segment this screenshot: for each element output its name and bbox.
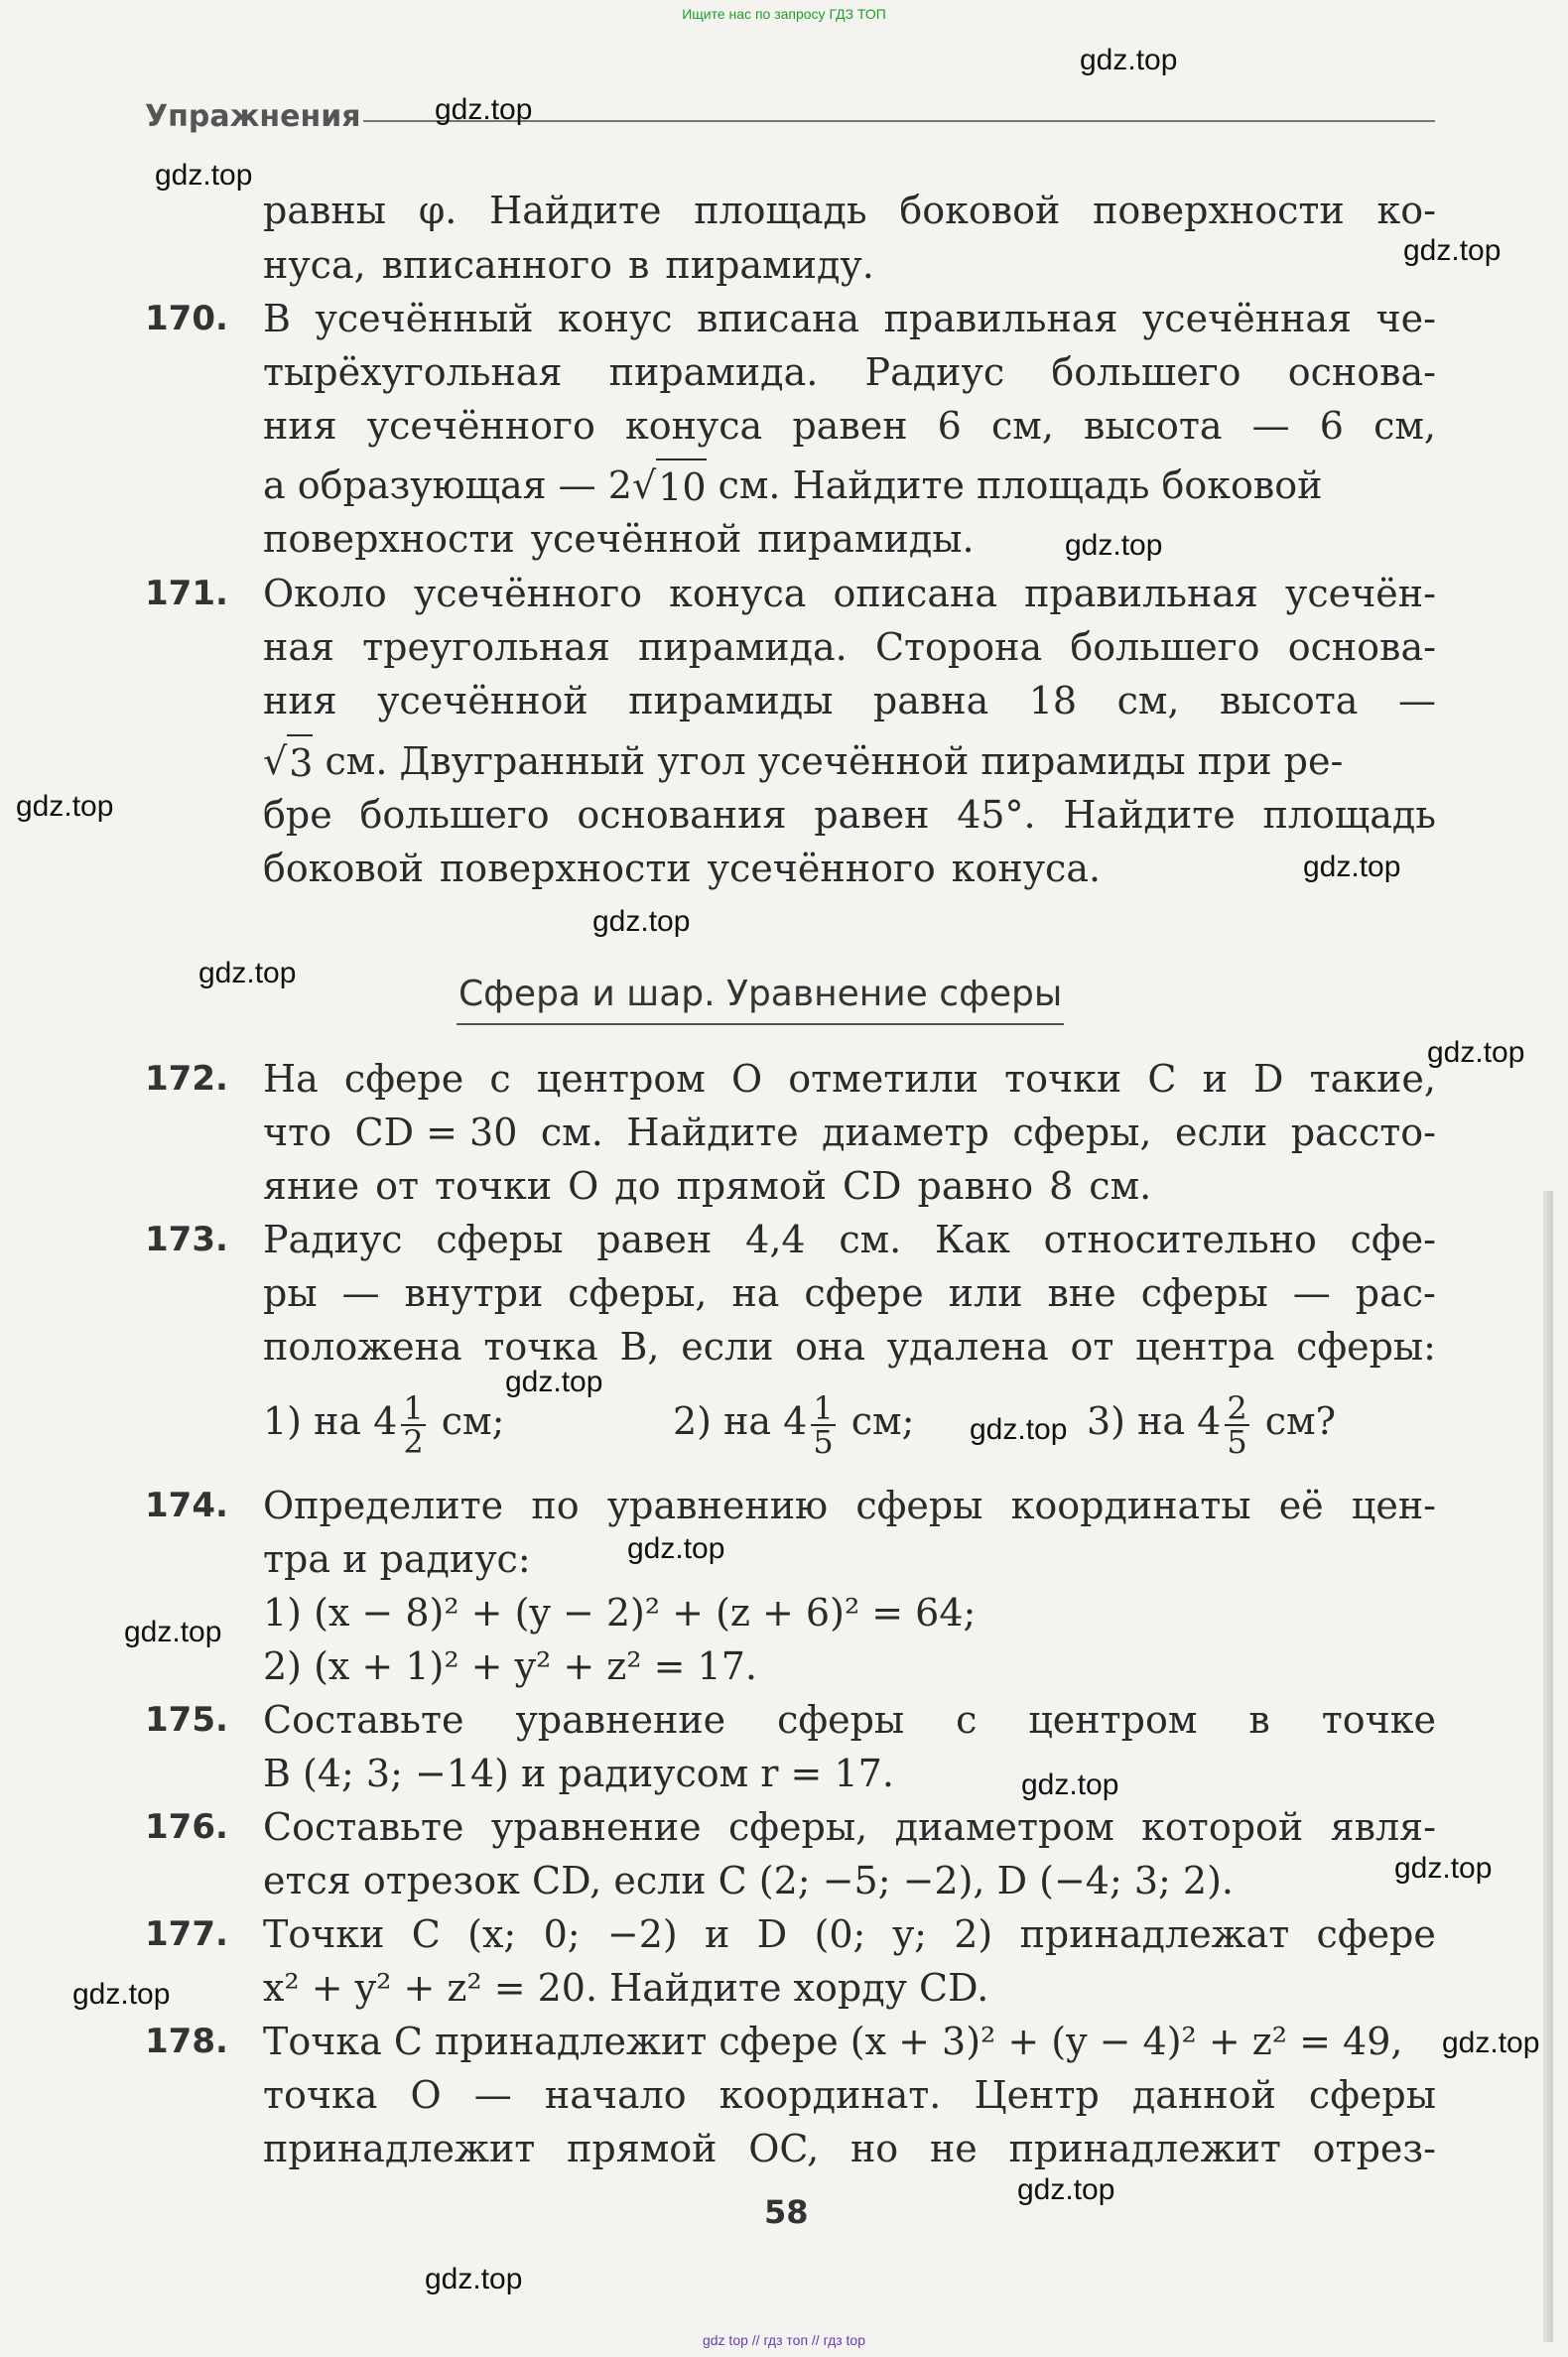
word: площадь <box>1262 793 1436 837</box>
word: сферы <box>855 1484 983 1527</box>
bottom-note[interactable]: gdz top // гдз топ // гдз top <box>702 2332 866 2348</box>
word: конуса. <box>951 847 1102 890</box>
ex178-line-2 <box>263 2068 1436 2122</box>
word: — <box>341 1271 380 1315</box>
word: — <box>473 2073 512 2117</box>
ex174-line-2: тра и радиус: <box>263 1537 531 1581</box>
word: центром <box>1028 1698 1198 1742</box>
word: вне <box>1047 1271 1116 1315</box>
word: она <box>795 1325 866 1369</box>
exercise-number: 170. <box>145 299 228 338</box>
word: сферы <box>436 1218 564 1261</box>
word: y; <box>892 1912 927 1956</box>
word: удалена <box>886 1325 1049 1369</box>
exercise-number: 175. <box>145 1700 228 1740</box>
sqrt-radicand: 3 <box>287 734 313 788</box>
word: большего <box>1051 350 1241 394</box>
word: принадлежит <box>263 2127 536 2170</box>
option-text: 3) на 4 <box>1087 1399 1222 1443</box>
word: OC, <box>748 2127 820 2170</box>
word: тырёхугольная <box>263 350 563 394</box>
watermark: gdz.top <box>592 905 691 938</box>
word: до <box>614 1164 661 1208</box>
word: сфере <box>343 1057 464 1101</box>
word: центром <box>536 1057 706 1101</box>
word: D <box>756 1912 788 1956</box>
ex178-line-1: Точка C принадлежит сфере (x + 3)² + (y − 4)² + z² = 49, <box>263 2020 1403 2063</box>
word: по <box>531 1484 580 1527</box>
watermark: gdz.top <box>627 1532 725 1565</box>
word: 4,4 <box>745 1218 806 1261</box>
word: внутри <box>404 1271 544 1315</box>
word: Составьте <box>263 1805 464 1849</box>
word: уравнение <box>490 1805 702 1849</box>
word: начало <box>544 2073 687 2117</box>
word: или <box>948 1271 1023 1315</box>
word: конус <box>557 297 673 340</box>
ex170-line-1 <box>263 292 1436 345</box>
word: относительно <box>1043 1218 1317 1261</box>
ex177-line-2: x² + y² + z² = 20. Найдите хорду CD. <box>263 1966 989 2010</box>
ex170-line-4: а образующая — 2 √ 10 см. Найдите площадь боковой <box>263 458 1436 512</box>
ex176-line-2: ется отрезок CD, если C (2; −5; −2), D (−4; 3; 2). <box>263 1859 1234 1902</box>
word: усечённого <box>413 572 642 615</box>
watermark: gdz.top <box>1403 234 1502 267</box>
word: и <box>1202 1057 1228 1101</box>
denominator: 5 <box>813 1422 834 1461</box>
exercise-number: 173. <box>145 1220 228 1259</box>
ex173-option-1 <box>263 1381 504 1465</box>
ex172-line-3 <box>263 1159 1436 1213</box>
option-text: 2) на 4 <box>673 1399 808 1443</box>
ex169-line-2 <box>263 238 1436 292</box>
word: явля- <box>1330 1805 1436 1849</box>
word: основа- <box>1287 625 1436 669</box>
ex171-line-3 <box>263 674 1436 727</box>
word: Радиус <box>864 350 1005 394</box>
word: точки <box>435 1164 553 1208</box>
ex171-line-5 <box>263 788 1436 842</box>
word: сферы <box>1308 2073 1436 2117</box>
ex171-line-1 <box>263 567 1436 620</box>
numerator: 1 <box>813 1388 834 1427</box>
option-unit: см; <box>429 1399 505 1443</box>
denominator: 5 <box>1227 1422 1247 1461</box>
word: нуса, <box>263 243 366 287</box>
word: принадлежит <box>1008 2127 1281 2170</box>
word: точки <box>1004 1057 1122 1101</box>
watermark: gdz.top <box>435 93 533 126</box>
word: площадь <box>694 189 867 232</box>
word: с <box>489 1057 511 1101</box>
watermark: gdz.top <box>155 159 253 192</box>
word: 2) <box>954 1912 993 1956</box>
word: такие, <box>1309 1057 1436 1101</box>
word: с <box>956 1698 978 1742</box>
word: в <box>628 243 650 287</box>
word: не <box>929 2127 978 2170</box>
word: Найдите <box>626 1111 799 1154</box>
word: вписана <box>697 297 860 340</box>
ex173-line-1 <box>263 1213 1436 1266</box>
word: координаты <box>1010 1484 1251 1527</box>
word: сферы, <box>728 1805 868 1849</box>
exercise-number: 178. <box>145 2022 228 2061</box>
word: основа- <box>1287 350 1436 394</box>
word: Радиус <box>263 1218 403 1261</box>
exercise-number: 177. <box>145 1914 228 1954</box>
ex178-line-3 <box>263 2122 1436 2175</box>
word: отметили <box>788 1057 980 1101</box>
word: см. <box>839 1218 902 1261</box>
ex169-line-1 <box>263 184 1436 237</box>
word: если <box>681 1325 774 1369</box>
exercise-number: 176. <box>145 1807 228 1847</box>
watermark: gdz.top <box>1442 2027 1540 2059</box>
word: ния <box>263 404 337 448</box>
word: правильная <box>883 297 1118 340</box>
word: φ. <box>418 189 457 232</box>
word: −2) <box>606 1912 678 1956</box>
ex172-line-1 <box>263 1052 1436 1106</box>
denominator: 2 <box>403 1422 424 1461</box>
word: в <box>1248 1698 1270 1742</box>
word: прямой <box>567 2127 718 2170</box>
word: C <box>411 1912 441 1956</box>
word: CD = 30 <box>354 1111 518 1154</box>
word: Центр <box>974 2073 1100 2117</box>
ex177-line-1 <box>263 1907 1436 1961</box>
watermark: gdz.top <box>1427 1036 1525 1069</box>
word: пирамиду. <box>665 243 874 287</box>
word: (0; <box>814 1912 866 1956</box>
word: равен <box>596 1218 713 1261</box>
word: от <box>1070 1325 1114 1369</box>
word: рассто- <box>1290 1111 1436 1154</box>
word: диаметр <box>822 1111 989 1154</box>
word: правильная <box>1024 572 1258 615</box>
word: Около <box>263 572 387 615</box>
ex173-option-2 <box>673 1381 914 1465</box>
word: точка <box>483 1325 598 1369</box>
watermark: gdz.top <box>124 1616 222 1648</box>
word: усечённой <box>530 517 742 561</box>
word: 45°. <box>957 793 1036 837</box>
word: равен <box>814 793 930 837</box>
word: поверхности <box>1093 189 1345 232</box>
word: сферы <box>777 1698 905 1742</box>
word: высота <box>1219 679 1359 722</box>
word: если <box>1174 1111 1268 1154</box>
word: которой <box>1141 1805 1304 1849</box>
word: но <box>849 2127 899 2170</box>
top-note[interactable]: Ищите нас по запросу ГДЗ ТОП <box>682 6 886 22</box>
word: и <box>705 1912 730 1956</box>
word: пирамиды <box>628 679 834 722</box>
word: (x; <box>467 1912 517 1956</box>
word: поверхности <box>439 847 692 890</box>
word: см, <box>1116 679 1180 722</box>
ex171-line-4: √ 3 см. Двугранный угол усечённой пирамиды при ре- <box>263 734 1436 788</box>
word: усечённого <box>707 847 936 890</box>
word: данной <box>1131 2073 1276 2117</box>
word: 6 <box>1319 404 1344 448</box>
watermark: gdz.top <box>72 1978 171 2011</box>
word: поверхности <box>263 517 515 561</box>
word: — <box>1251 404 1290 448</box>
word: положена <box>263 1325 462 1369</box>
word: равна <box>872 679 989 722</box>
word: усечённой <box>377 679 588 722</box>
word: На <box>263 1057 319 1101</box>
word: боковой <box>263 847 424 890</box>
word: сферы, <box>1012 1111 1152 1154</box>
word: уравнению <box>606 1484 829 1527</box>
ex170-l4-pre: а образующая — 2 <box>263 463 632 507</box>
exercise-number: 172. <box>145 1059 228 1099</box>
ex173-line-3 <box>263 1320 1436 1374</box>
word: сфере <box>804 1271 924 1315</box>
section-header: Упражнения <box>145 99 361 134</box>
numerator: 2 <box>1227 1388 1247 1427</box>
fraction <box>401 1388 425 1461</box>
word: описана <box>833 572 997 615</box>
option-text: 1) на 4 <box>263 1399 398 1443</box>
word: сфере <box>1316 1912 1436 1956</box>
word: — <box>1292 1271 1331 1315</box>
word: рас- <box>1355 1271 1436 1315</box>
word: принадлежат <box>1019 1912 1290 1956</box>
page-number: 58 <box>764 2193 809 2231</box>
ex173-line-2 <box>263 1266 1436 1320</box>
word: треугольная <box>362 625 610 669</box>
word: ры <box>263 1271 318 1315</box>
numerator: 1 <box>403 1388 424 1427</box>
ex173-option-3 <box>1087 1381 1336 1465</box>
ex170-line-3 <box>263 399 1436 453</box>
watermark: gdz.top <box>505 1366 603 1398</box>
word: вписанного <box>381 243 613 287</box>
word: ная <box>263 625 334 669</box>
exercise-number: 174. <box>145 1486 228 1525</box>
word: В <box>263 297 291 340</box>
word: Найдите <box>1063 793 1236 837</box>
watermark: gdz.top <box>425 2263 523 2295</box>
word: Сторона <box>874 625 1043 669</box>
word: пирамида. <box>608 350 819 394</box>
ex174-line-1 <box>263 1479 1436 1532</box>
word: C <box>1147 1057 1177 1101</box>
word: усечённый <box>315 297 534 340</box>
watermark: gdz.top <box>1303 851 1401 883</box>
word: O <box>730 1057 763 1101</box>
ex176-line-1 <box>263 1800 1436 1854</box>
word: ко- <box>1376 189 1436 232</box>
word: координат. <box>719 2073 942 2117</box>
word: уравнение <box>515 1698 726 1742</box>
word: равен <box>792 404 908 448</box>
watermark: gdz.top <box>1394 1852 1493 1885</box>
page-fold-shadow <box>1543 1191 1553 2342</box>
watermark: gdz.top <box>1021 1768 1119 1801</box>
word: пирамида. <box>638 625 848 669</box>
word: конуса <box>624 404 763 448</box>
word: — <box>1397 679 1436 722</box>
word: см, <box>990 404 1054 448</box>
word: сферы: <box>1296 1325 1436 1369</box>
ex174-line-4: 2) (x + 1)² + y² + z² = 17. <box>263 1644 757 1688</box>
word: высота <box>1084 404 1223 448</box>
word: 18 <box>1028 679 1078 722</box>
word: B, <box>619 1325 660 1369</box>
watermark: gdz.top <box>16 790 114 823</box>
word: Как <box>935 1218 1010 1261</box>
option-unit: см; <box>839 1399 915 1443</box>
word: яние <box>263 1164 360 1208</box>
word: CD <box>842 1164 902 1208</box>
option-unit: см? <box>1252 1399 1336 1443</box>
word: что <box>263 1111 332 1154</box>
ex171-line-6 <box>263 842 1436 895</box>
word: точке <box>1321 1698 1436 1742</box>
word: сферы, <box>568 1271 708 1315</box>
word: D <box>1253 1057 1284 1101</box>
watermark: gdz.top <box>1017 2173 1115 2206</box>
ex171-l4-post: см. Двугранный угол усечённой пирамиды при ре- <box>313 739 1344 783</box>
word: Найдите <box>489 189 662 232</box>
ex170-line-5 <box>263 512 1436 566</box>
word: см, <box>1373 404 1436 448</box>
word: большего <box>359 793 550 837</box>
ex170-line-2 <box>263 345 1436 399</box>
watermark: gdz.top <box>970 1413 1068 1446</box>
word: цен- <box>1351 1484 1436 1527</box>
watermark: gdz.top <box>1065 529 1163 562</box>
sqrt-radicand: 10 <box>656 458 706 512</box>
ex174-line-3: 1) (x − 8)² + (y − 2)² + (z + 6)² = 64; <box>263 1591 977 1635</box>
word: Определите <box>263 1484 504 1527</box>
word: пирамиды. <box>757 517 975 561</box>
word: конуса <box>669 572 807 615</box>
fraction <box>811 1388 835 1461</box>
word: основания <box>577 793 787 837</box>
word: от <box>375 1164 420 1208</box>
word: бре <box>263 793 332 837</box>
word: большего <box>1070 625 1260 669</box>
word: сферы <box>1140 1271 1268 1315</box>
word: см. <box>540 1111 603 1154</box>
word: ния <box>263 679 337 722</box>
word: точка <box>263 2073 378 2117</box>
ex175-line-1 <box>263 1693 1436 1747</box>
word: диаметром <box>894 1805 1114 1849</box>
watermark: gdz.top <box>198 957 297 989</box>
word: O <box>568 1164 599 1208</box>
section-title: Сфера и шар. Уравнение сферы <box>457 968 1064 1025</box>
word: O <box>410 2073 442 2117</box>
word: 6 <box>937 404 962 448</box>
word: усечённого <box>366 404 595 448</box>
word: Точки <box>263 1912 385 1956</box>
word: см. <box>1089 1164 1152 1208</box>
fraction <box>1225 1388 1248 1461</box>
exercise-number: 171. <box>145 574 228 613</box>
word: 0; <box>543 1912 581 1956</box>
word: усечён- <box>1285 572 1436 615</box>
ex172-line-2 <box>263 1106 1436 1159</box>
watermark: gdz.top <box>1080 44 1178 76</box>
word: прямой <box>676 1164 827 1208</box>
word: её <box>1278 1484 1324 1527</box>
ex170-l4-post: см. Найдите площадь боковой <box>706 463 1323 507</box>
ex175-line-2: B (4; 3; −14) и радиусом r = 17. <box>263 1752 894 1795</box>
word: отрез- <box>1312 2127 1436 2170</box>
word: центра <box>1135 1325 1275 1369</box>
word: боковой <box>899 189 1061 232</box>
ex171-line-2 <box>263 620 1436 674</box>
word: Составьте <box>263 1698 464 1742</box>
word: усечённая <box>1141 297 1352 340</box>
word: че- <box>1375 297 1436 340</box>
word: равны <box>263 189 386 232</box>
word: на <box>731 1271 780 1315</box>
word: сфе- <box>1350 1218 1436 1261</box>
word: равно <box>917 1164 1034 1208</box>
word: 8 <box>1049 1164 1074 1208</box>
